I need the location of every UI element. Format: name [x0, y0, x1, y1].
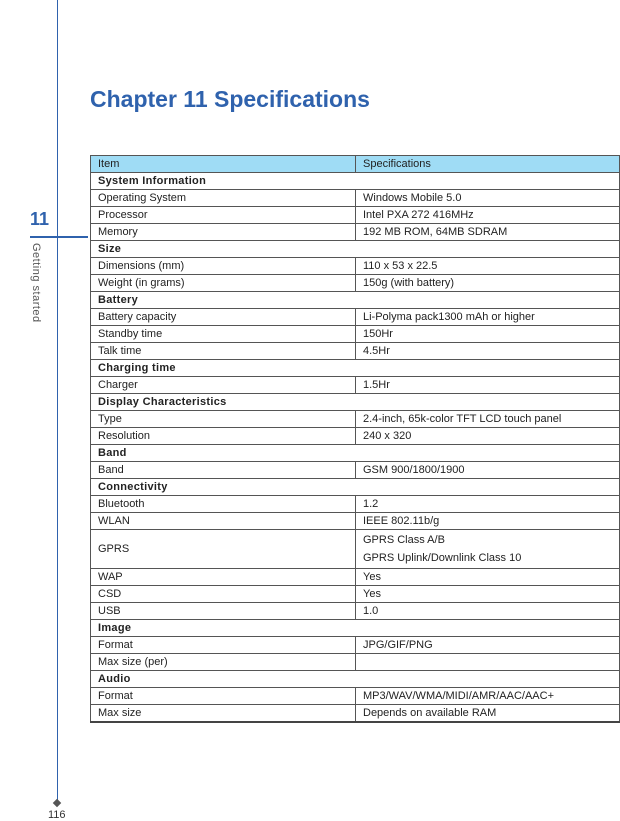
- spec-line: GPRS Uplink/Downlink Class 10: [363, 552, 522, 564]
- spec-cell: 110 x 53 x 22.5: [356, 258, 620, 275]
- spec-line: GPRS Class A/B: [363, 534, 445, 546]
- item-cell: Max size (per): [91, 654, 356, 671]
- section-label: Battery: [91, 292, 620, 309]
- table-row: [91, 377, 620, 394]
- table-row: [91, 326, 620, 343]
- item-cell: Bluetooth: [91, 496, 356, 513]
- specifications-table: [90, 155, 620, 723]
- section-label: Getting started: [30, 243, 42, 323]
- section-label: Audio: [91, 671, 620, 688]
- spec-cell: 240 x 320: [356, 428, 620, 445]
- section-row: [91, 394, 620, 411]
- page-title: Chapter 11 Specifications: [90, 86, 370, 112]
- section-label: System Information: [91, 173, 620, 190]
- spec-cell: 192 MB ROM, 64MB SDRAM: [356, 224, 620, 241]
- page-number: 116: [48, 809, 66, 821]
- spec-cell: Depends on available RAM: [356, 705, 620, 723]
- item-cell: Type: [91, 411, 356, 428]
- spec-cell: IEEE 802.11b/g: [356, 513, 620, 530]
- item-cell: Max size: [91, 705, 356, 723]
- spec-cell: JPG/GIF/PNG: [356, 637, 620, 654]
- header-item: Item: [91, 156, 356, 173]
- section-row: [91, 292, 620, 309]
- item-cell: Memory: [91, 224, 356, 241]
- item-cell: CSD: [91, 586, 356, 603]
- section-row: [91, 620, 620, 637]
- section-row: [91, 671, 620, 688]
- header-specifications: Specifications: [356, 156, 620, 173]
- table-row: [91, 496, 620, 513]
- spec-cell: 1.2: [356, 496, 620, 513]
- spec-cell: Li-Polyma pack1300 mAh or higher: [356, 309, 620, 326]
- item-cell: Operating System: [91, 190, 356, 207]
- section-label: Image: [91, 620, 620, 637]
- table-row: [91, 688, 620, 705]
- item-cell: Charger: [91, 377, 356, 394]
- item-cell: Format: [91, 688, 356, 705]
- table-row: [91, 309, 620, 326]
- table-row: [91, 462, 620, 479]
- item-cell: Dimensions (mm): [91, 258, 356, 275]
- spec-cell: [356, 530, 620, 569]
- section-label: Size: [91, 241, 620, 258]
- section-label: Band: [91, 445, 620, 462]
- item-cell: WLAN: [91, 513, 356, 530]
- spec-cell: 4.5Hr: [356, 343, 620, 360]
- table-row: [91, 258, 620, 275]
- section-label: Connectivity: [91, 479, 620, 496]
- margin-rule: [57, 0, 58, 800]
- spec-cell: Yes: [356, 586, 620, 603]
- table-row: [91, 637, 620, 654]
- spec-cell: 150Hr: [356, 326, 620, 343]
- chapter-number: 11: [30, 209, 50, 229]
- chapter-marker-bar: [30, 236, 88, 238]
- spec-cell: 150g (with battery): [356, 275, 620, 292]
- section-row: [91, 360, 620, 377]
- item-cell: Standby time: [91, 326, 356, 343]
- item-cell: WAP: [91, 569, 356, 586]
- table-row: [91, 343, 620, 360]
- spec-cell: 1.5Hr: [356, 377, 620, 394]
- spec-cell: Windows Mobile 5.0: [356, 190, 620, 207]
- item-cell: GPRS: [91, 530, 356, 569]
- table-row: [91, 569, 620, 586]
- item-cell: Resolution: [91, 428, 356, 445]
- spec-cell: Intel PXA 272 416MHz: [356, 207, 620, 224]
- item-cell: Processor: [91, 207, 356, 224]
- section-label: Charging time: [91, 360, 620, 377]
- section-row: [91, 173, 620, 190]
- table-row: [91, 190, 620, 207]
- spec-cell: MP3/WAV/WMA/MIDI/AMR/AAC/AAC+: [356, 688, 620, 705]
- table-row: [91, 603, 620, 620]
- table-row: [91, 411, 620, 428]
- table-row: [91, 513, 620, 530]
- item-cell: USB: [91, 603, 356, 620]
- table-row: [91, 207, 620, 224]
- table-row: [91, 705, 620, 723]
- item-cell: Battery capacity: [91, 309, 356, 326]
- spec-cell: 1.0: [356, 603, 620, 620]
- section-row: [91, 479, 620, 496]
- item-cell: Talk time: [91, 343, 356, 360]
- table-row: [91, 224, 620, 241]
- spec-cell: GSM 900/1800/1900: [356, 462, 620, 479]
- spec-cell: 2.4-inch, 65k-color TFT LCD touch panel: [356, 411, 620, 428]
- table-row: [91, 428, 620, 445]
- section-row: [91, 445, 620, 462]
- item-cell: Format: [91, 637, 356, 654]
- table-row: [91, 654, 620, 671]
- spec-cell: [356, 654, 620, 671]
- page-diamond-icon: [53, 799, 61, 807]
- section-label: Display Characteristics: [91, 394, 620, 411]
- item-cell: Weight (in grams): [91, 275, 356, 292]
- section-row: [91, 241, 620, 258]
- table-row: [91, 530, 620, 569]
- table-row: [91, 586, 620, 603]
- table-row: [91, 275, 620, 292]
- spec-cell: Yes: [356, 569, 620, 586]
- item-cell: Band: [91, 462, 356, 479]
- table-header-row: [91, 156, 620, 173]
